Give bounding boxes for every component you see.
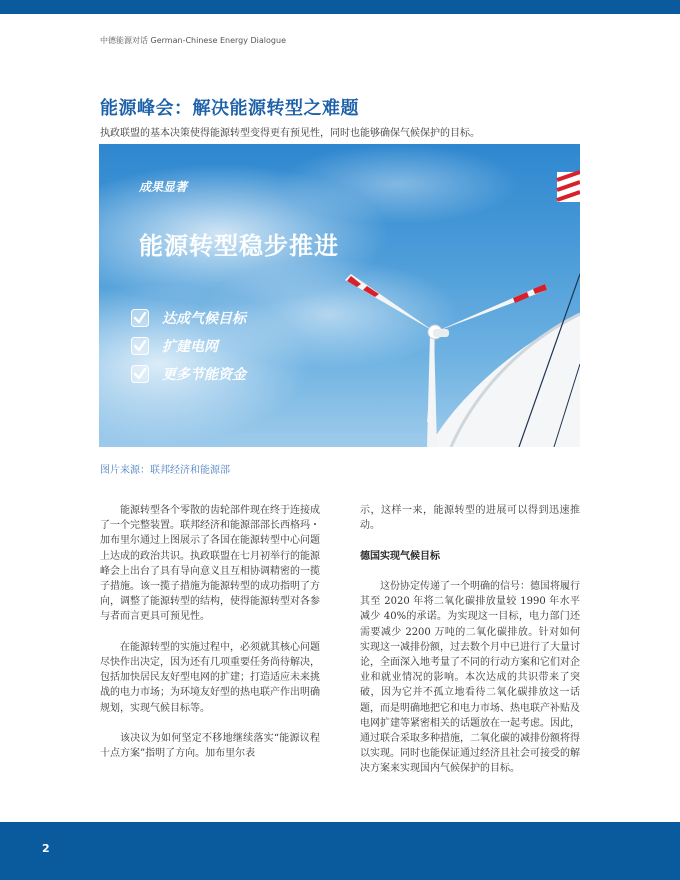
hero-image (99, 144, 580, 447)
body-paragraph: 在能源转型的实施过程中，必须就其核心问题尽快作出决定，因为还有几项重要任务尚待解决，包括加快居民友好型电网的扩建；打造适应未来挑战的电力市场；为环境友好型的热电联产作出明确规划，实现气候目标等。 (100, 641, 320, 714)
top-color-bar (0, 0, 680, 14)
page-title: 能源峰会：解决能源转型之难题 (100, 98, 359, 119)
list-item (131, 360, 246, 388)
body-paragraph: 能源转型各个零散的齿轮部件现在终于连接成了一个完整装置。联邦经济和能源部部长西格玛・加布里尔通过上图展示了各国在能源转型中心问题上达成的政治共识。执政联盟在七月初举行的能源峰会上出台了具有导向意义且互相协调精密的一揽子措施。该一揽子措施为能源转型的成功指明了方向，调整了能源转型的结构，使得能源转型对各参与者而言更具可预见性。 (100, 505, 320, 623)
hero-kicker: 成果显著 (139, 180, 188, 194)
bullet-text: 达成气候目标 (162, 311, 246, 327)
hero-title: 能源转型稳步推进 (139, 232, 339, 260)
body-paragraph: 这份协定传递了一个明确的信号：德国将履行其至 2020 年将二氧化碳排放量较 1990 年水平减少 40%的承诺。为实现这一目标，电力部门还需要减少 2200 万吨的二氧化碳排放。针对如何实现这一减排份额，过去数个月中已进行了大量讨论，全面深入地考量了不同的行动方案和它们对企业和就业情况的影响。本次达成的共识带来了突破，因为它并不孤立地看待二氧化碳排放这一话题，而是明确地把它和电力市场、热电联产补贴及电网扩建等紧密相关的话题放在一起考虑。因此，通过联合采取多种措施，二氧化碳的减排份额将得以实现。同时也能保证通过经济且社会可接受的解决方案来实现国内气候保护的目标。 (360, 580, 580, 775)
image-caption: 图片来源：联邦经济和能源部 (100, 465, 230, 476)
left-column (100, 503, 320, 777)
hero-bullet-list (131, 304, 246, 388)
bullet-text: 扩建电网 (162, 339, 218, 355)
check-icon (131, 337, 149, 355)
check-icon (131, 365, 149, 383)
body-paragraph-continuation: 示，这样一来，能源转型的进展可以得到迅速推动。 (360, 505, 580, 532)
list-item (131, 332, 246, 360)
footer-bar (0, 822, 680, 880)
list-item (131, 304, 246, 332)
page-subtitle: 执政联盟的基本决策使得能源转型变得更有预见性，同时也能够确保气候保护的目标。 (100, 128, 480, 139)
right-column (360, 503, 580, 792)
check-icon (131, 309, 149, 327)
running-header: 中德能源对话 German-Chinese Energy Dialogue (100, 36, 286, 45)
body-paragraph: 该决议为如何坚定不移地继续落实“能源议程十点方案”指明了方向。加布里尔表 (100, 733, 320, 760)
page-number: 2 (42, 842, 50, 855)
bullet-text: 更多节能资金 (162, 367, 246, 383)
section-heading: 德国实现气候目标 (360, 550, 440, 562)
